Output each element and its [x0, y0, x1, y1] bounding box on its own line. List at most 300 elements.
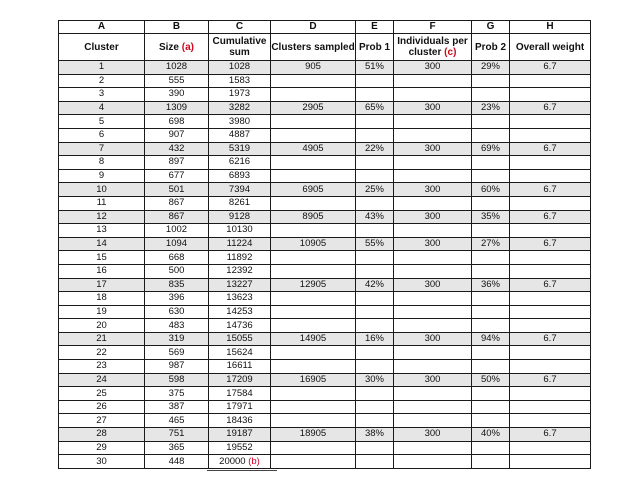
cell-cumulative-sum[interactable]	[209, 224, 271, 238]
cell-prob-2[interactable]	[472, 128, 510, 142]
cell-prob-1[interactable]	[356, 61, 394, 75]
column-letter[interactable]: F	[394, 21, 472, 34]
cell-cumulative-sum[interactable]	[209, 373, 271, 387]
cell-clusters-sampled[interactable]	[271, 332, 356, 346]
cell-overall-weight[interactable]	[510, 414, 591, 428]
cell-cumulative-sum[interactable]	[209, 346, 271, 360]
cell-clusters-sampled[interactable]	[271, 237, 356, 251]
cell-prob-2[interactable]	[472, 278, 510, 292]
cell-prob-1[interactable]	[356, 237, 394, 251]
cell-individuals[interactable]	[394, 101, 472, 115]
cell-prob-1[interactable]	[356, 319, 394, 333]
cell-prob-1[interactable]	[356, 428, 394, 442]
cell-value: 6.7	[543, 210, 557, 222]
cell-prob-1[interactable]	[356, 278, 394, 292]
cell-cumulative-sum[interactable]	[209, 74, 271, 88]
cell-clusters-sampled[interactable]	[271, 346, 356, 360]
cell-cluster[interactable]	[59, 74, 145, 88]
cell-cluster[interactable]	[59, 156, 145, 170]
cell-cluster[interactable]	[59, 142, 145, 156]
cell-overall-weight[interactable]	[510, 74, 591, 88]
cell-value: 16	[96, 265, 107, 277]
cell-value: 40%	[480, 428, 500, 440]
cell-cluster[interactable]	[59, 319, 145, 333]
cell-prob-1[interactable]	[356, 169, 394, 183]
cell-individuals[interactable]	[394, 237, 472, 251]
cell-prob-1[interactable]	[356, 400, 394, 414]
cell-prob-2[interactable]	[472, 237, 510, 251]
cell-value: 28	[96, 428, 107, 440]
cell-cluster[interactable]	[59, 292, 145, 306]
cell-clusters-sampled[interactable]	[271, 414, 356, 428]
cell-prob-2[interactable]	[472, 210, 510, 224]
cell-overall-weight[interactable]	[510, 196, 591, 210]
cell-prob-2[interactable]	[472, 115, 510, 129]
cell-cumulative-sum[interactable]	[209, 292, 271, 306]
cell-value: 29	[96, 441, 107, 453]
cell-clusters-sampled[interactable]	[271, 305, 356, 319]
cell-overall-weight[interactable]	[510, 210, 591, 224]
cell-cumulative-sum[interactable]	[209, 142, 271, 156]
cell-overall-weight[interactable]	[510, 115, 591, 129]
cell-value: 4887	[228, 129, 251, 141]
cell-prob-1[interactable]	[356, 88, 394, 102]
cell-cluster[interactable]	[59, 264, 145, 278]
cell-cluster[interactable]	[59, 115, 145, 129]
cell-individuals[interactable]	[394, 387, 472, 401]
column-letter[interactable]: E	[356, 21, 394, 34]
cell-value: 907	[168, 129, 185, 141]
cell-clusters-sampled[interactable]	[271, 156, 356, 170]
cell-prob-2[interactable]	[472, 292, 510, 306]
cell-cumulative-sum[interactable]	[209, 319, 271, 333]
cell-individuals[interactable]	[394, 400, 472, 414]
cell-individuals[interactable]	[394, 74, 472, 88]
cell-clusters-sampled[interactable]	[271, 251, 356, 265]
cell-overall-weight[interactable]	[510, 237, 591, 251]
cell-size[interactable]	[145, 441, 209, 455]
cell-value: 300	[424, 142, 441, 154]
cell-individuals[interactable]	[394, 332, 472, 346]
cell-size[interactable]	[145, 251, 209, 265]
cell-size[interactable]	[145, 373, 209, 387]
cell-size[interactable]	[145, 101, 209, 115]
cell-size[interactable]	[145, 142, 209, 156]
header-cumulative-sum	[209, 34, 271, 61]
cell-size[interactable]	[145, 387, 209, 401]
cell-clusters-sampled[interactable]	[271, 455, 356, 469]
cell-cluster[interactable]	[59, 101, 145, 115]
cell-cumulative-sum[interactable]	[209, 183, 271, 197]
cell-size[interactable]	[145, 128, 209, 142]
cell-size[interactable]	[145, 346, 209, 360]
cell-prob-2[interactable]	[472, 346, 510, 360]
cell-individuals[interactable]	[394, 360, 472, 374]
cell-value: 1583	[228, 74, 251, 86]
cell-cumulative-sum[interactable]	[209, 169, 271, 183]
cell-prob-1[interactable]	[356, 332, 394, 346]
cell-cumulative-sum[interactable]	[209, 264, 271, 278]
table-row	[59, 319, 591, 333]
cell-individuals[interactable]	[394, 128, 472, 142]
cell-prob-2[interactable]	[472, 183, 510, 197]
cell-value: 387	[168, 401, 185, 413]
cell-cumulative-sum[interactable]	[209, 251, 271, 265]
cell-clusters-sampled[interactable]	[271, 183, 356, 197]
cell-individuals[interactable]	[394, 142, 472, 156]
cell-prob-2[interactable]	[472, 319, 510, 333]
header-cluster	[59, 34, 145, 61]
cell-cluster[interactable]	[59, 196, 145, 210]
cell-prob-2[interactable]	[472, 455, 510, 469]
cell-overall-weight[interactable]	[510, 346, 591, 360]
column-letter[interactable]: H	[510, 21, 591, 34]
cell-cluster[interactable]	[59, 305, 145, 319]
cell-individuals[interactable]	[394, 196, 472, 210]
cell-prob-1[interactable]	[356, 196, 394, 210]
cell-cumulative-sum[interactable]	[209, 332, 271, 346]
cell-individuals[interactable]	[394, 251, 472, 265]
cell-individuals[interactable]	[394, 414, 472, 428]
cell-overall-weight[interactable]	[510, 305, 591, 319]
table-row	[59, 183, 591, 197]
cell-prob-2[interactable]	[472, 101, 510, 115]
cell-size[interactable]	[145, 74, 209, 88]
cell-individuals[interactable]	[394, 115, 472, 129]
column-letter-row	[59, 21, 591, 34]
cell-value: 6.7	[543, 61, 557, 73]
cell-clusters-sampled[interactable]	[271, 196, 356, 210]
cell-cumulative-sum[interactable]	[209, 414, 271, 428]
cell-prob-2[interactable]	[472, 400, 510, 414]
cell-cluster[interactable]	[59, 128, 145, 142]
header-label: Cluster	[84, 41, 119, 53]
cell-cumulative-sum[interactable]	[209, 428, 271, 442]
cell-value: 319	[168, 333, 185, 345]
cell-overall-weight[interactable]	[510, 224, 591, 238]
cell-prob-1[interactable]	[356, 387, 394, 401]
column-letter[interactable]: C	[209, 21, 271, 34]
cell-prob-2[interactable]	[472, 251, 510, 265]
cell-prob-1[interactable]	[356, 156, 394, 170]
header-prob-1	[356, 34, 394, 61]
cell-cumulative-sum[interactable]	[209, 128, 271, 142]
cell-size[interactable]	[145, 156, 209, 170]
cell-cumulative-sum[interactable]	[209, 455, 271, 469]
cell-cluster[interactable]	[59, 88, 145, 102]
cell-cumulative-sum[interactable]	[209, 360, 271, 374]
table-row	[59, 74, 591, 88]
cell-value: 18905	[299, 428, 327, 440]
cell-clusters-sampled[interactable]	[271, 169, 356, 183]
cell-individuals[interactable]	[394, 373, 472, 387]
cell-clusters-sampled[interactable]	[271, 224, 356, 238]
cell-individuals[interactable]	[394, 455, 472, 469]
cell-overall-weight[interactable]	[510, 101, 591, 115]
cell-value: 6905	[302, 183, 324, 195]
cell-size[interactable]	[145, 332, 209, 346]
cell-cluster[interactable]	[59, 455, 145, 469]
cell-prob-1[interactable]	[356, 346, 394, 360]
cell-cluster[interactable]	[59, 346, 145, 360]
cell-cumulative-sum[interactable]	[209, 278, 271, 292]
cell-overall-weight[interactable]	[510, 278, 591, 292]
cell-individuals[interactable]	[394, 88, 472, 102]
cell-overall-weight[interactable]	[510, 400, 591, 414]
cell-clusters-sampled[interactable]	[271, 319, 356, 333]
table-row	[59, 224, 591, 238]
cell-cluster[interactable]	[59, 251, 145, 265]
cell-cumulative-sum[interactable]	[209, 61, 271, 75]
cell-size[interactable]	[145, 414, 209, 428]
cell-cluster[interactable]	[59, 224, 145, 238]
cell-cluster[interactable]	[59, 169, 145, 183]
cell-overall-weight[interactable]	[510, 169, 591, 183]
cell-cumulative-sum[interactable]	[209, 237, 271, 251]
cell-individuals[interactable]	[394, 224, 472, 238]
cell-individuals[interactable]	[394, 210, 472, 224]
cell-value: 300	[424, 183, 441, 195]
cell-cluster[interactable]	[59, 237, 145, 251]
cell-individuals[interactable]	[394, 319, 472, 333]
cell-prob-1[interactable]	[356, 74, 394, 88]
cell-size[interactable]	[145, 88, 209, 102]
cell-size[interactable]	[145, 319, 209, 333]
cell-overall-weight[interactable]	[510, 373, 591, 387]
cell-prob-1[interactable]	[356, 292, 394, 306]
cell-cluster[interactable]	[59, 414, 145, 428]
cell-size[interactable]	[145, 183, 209, 197]
cell-overall-weight[interactable]	[510, 142, 591, 156]
cell-value: 15	[96, 251, 107, 263]
cell-prob-2[interactable]	[472, 360, 510, 374]
cell-overall-weight[interactable]	[510, 441, 591, 455]
column-letter[interactable]: B	[145, 21, 209, 34]
cell-individuals[interactable]	[394, 278, 472, 292]
cell-clusters-sampled[interactable]	[271, 292, 356, 306]
cell-overall-weight[interactable]	[510, 455, 591, 469]
cell-value: 13227	[226, 278, 253, 290]
cell-prob-1[interactable]	[356, 414, 394, 428]
cell-cumulative-sum[interactable]	[209, 305, 271, 319]
cell-individuals[interactable]	[394, 264, 472, 278]
cell-overall-weight[interactable]	[510, 264, 591, 278]
cell-prob-2[interactable]	[472, 264, 510, 278]
cell-clusters-sampled[interactable]	[271, 210, 356, 224]
cell-size[interactable]	[145, 278, 209, 292]
cell-size[interactable]	[145, 210, 209, 224]
cell-value: 17	[96, 278, 107, 290]
cell-size[interactable]	[145, 196, 209, 210]
cell-prob-1[interactable]	[356, 128, 394, 142]
cell-prob-1[interactable]	[356, 455, 394, 469]
cell-size[interactable]	[145, 305, 209, 319]
cell-clusters-sampled[interactable]	[271, 88, 356, 102]
cell-cluster[interactable]	[59, 441, 145, 455]
table-row	[59, 156, 591, 170]
cell-size[interactable]	[145, 455, 209, 469]
cell-clusters-sampled[interactable]	[271, 360, 356, 374]
cell-prob-2[interactable]	[472, 61, 510, 75]
cell-individuals[interactable]	[394, 305, 472, 319]
cell-size[interactable]	[145, 169, 209, 183]
cell-individuals[interactable]	[394, 156, 472, 170]
cell-value: 300	[424, 210, 441, 222]
cell-overall-weight[interactable]	[510, 61, 591, 75]
cell-overall-weight[interactable]	[510, 319, 591, 333]
cell-prob-1[interactable]	[356, 360, 394, 374]
cell-cumulative-sum[interactable]	[209, 387, 271, 401]
cell-cumulative-sum[interactable]	[209, 115, 271, 129]
cell-cumulative-sum[interactable]	[209, 441, 271, 455]
cell-individuals[interactable]	[394, 183, 472, 197]
cell-cluster[interactable]	[59, 400, 145, 414]
cell-size[interactable]	[145, 428, 209, 442]
cell-prob-2[interactable]	[472, 387, 510, 401]
column-letter[interactable]: G	[472, 21, 510, 34]
cell-prob-2[interactable]	[472, 441, 510, 455]
cell-clusters-sampled[interactable]	[271, 278, 356, 292]
column-letter[interactable]: D	[271, 21, 356, 34]
cell-clusters-sampled[interactable]	[271, 441, 356, 455]
cell-overall-weight[interactable]	[510, 156, 591, 170]
cell-clusters-sampled[interactable]	[271, 387, 356, 401]
cell-cumulative-sum[interactable]	[209, 156, 271, 170]
table-row	[59, 360, 591, 374]
cell-overall-weight[interactable]	[510, 428, 591, 442]
cell-cumulative-sum[interactable]	[209, 88, 271, 102]
cell-prob-2[interactable]	[472, 169, 510, 183]
cell-prob-2[interactable]	[472, 224, 510, 238]
cell-clusters-sampled[interactable]	[271, 74, 356, 88]
cell-value: 300	[424, 238, 441, 250]
cell-size[interactable]	[145, 61, 209, 75]
cell-value: 3980	[228, 115, 251, 127]
cell-cumulative-sum[interactable]	[209, 210, 271, 224]
header-clusters-sampled	[271, 34, 356, 61]
cell-cluster[interactable]	[59, 278, 145, 292]
cell-cumulative-sum[interactable]	[209, 196, 271, 210]
cell-clusters-sampled[interactable]	[271, 264, 356, 278]
cell-size[interactable]	[145, 360, 209, 374]
cell-size[interactable]	[145, 400, 209, 414]
cell-clusters-sampled[interactable]	[271, 400, 356, 414]
cell-cluster[interactable]	[59, 360, 145, 374]
cell-size[interactable]	[145, 115, 209, 129]
cell-value: 6.7	[543, 142, 557, 154]
cell-prob-1[interactable]	[356, 224, 394, 238]
cell-prob-1[interactable]	[356, 305, 394, 319]
cell-size[interactable]	[145, 292, 209, 306]
cell-overall-weight[interactable]	[510, 128, 591, 142]
cell-prob-2[interactable]	[472, 373, 510, 387]
cell-cluster[interactable]	[59, 210, 145, 224]
cell-prob-1[interactable]	[356, 373, 394, 387]
cell-value: 6.7	[543, 373, 557, 385]
annotation-mark: (a)	[181, 41, 195, 53]
cell-prob-1[interactable]	[356, 210, 394, 224]
cell-clusters-sampled[interactable]	[271, 101, 356, 115]
spreadsheet-table	[58, 20, 591, 469]
cell-value: 51%	[364, 61, 384, 73]
cell-size[interactable]	[145, 264, 209, 278]
cell-individuals[interactable]	[394, 61, 472, 75]
cell-prob-2[interactable]	[472, 305, 510, 319]
footer-rule	[207, 470, 277, 471]
cell-individuals[interactable]	[394, 169, 472, 183]
cell-prob-1[interactable]	[356, 441, 394, 455]
cell-value: 8	[98, 156, 105, 168]
cell-individuals[interactable]	[394, 292, 472, 306]
cell-value: 396	[168, 292, 185, 304]
cell-overall-weight[interactable]	[510, 292, 591, 306]
cell-cluster[interactable]	[59, 183, 145, 197]
cell-prob-2[interactable]	[472, 414, 510, 428]
cell-individuals[interactable]	[394, 428, 472, 442]
cell-value: 19	[96, 305, 107, 317]
cell-value: 13	[96, 224, 107, 236]
cell-value: 22	[96, 346, 107, 358]
cell-overall-weight[interactable]	[510, 88, 591, 102]
cell-prob-2[interactable]	[472, 88, 510, 102]
cell-individuals[interactable]	[394, 441, 472, 455]
cell-prob-2[interactable]	[472, 142, 510, 156]
cell-cluster[interactable]	[59, 387, 145, 401]
cell-value: 905	[305, 61, 321, 73]
cell-value: 15055	[226, 333, 253, 345]
cell-clusters-sampled[interactable]	[271, 115, 356, 129]
cell-size[interactable]	[145, 224, 209, 238]
cell-cumulative-sum[interactable]	[209, 400, 271, 414]
cell-value: 23%	[480, 102, 500, 114]
cell-prob-2[interactable]	[472, 196, 510, 210]
column-letter[interactable]: A	[59, 21, 145, 34]
cell-prob-2[interactable]	[472, 74, 510, 88]
cell-prob-1[interactable]	[356, 264, 394, 278]
cell-value: 18436	[226, 414, 253, 426]
cell-clusters-sampled[interactable]	[271, 373, 356, 387]
cell-cluster[interactable]	[59, 373, 145, 387]
cell-value: 598	[168, 373, 185, 385]
cell-prob-2[interactable]	[472, 428, 510, 442]
cell-clusters-sampled[interactable]	[271, 142, 356, 156]
cell-prob-1[interactable]	[356, 251, 394, 265]
cell-prob-1[interactable]	[356, 183, 394, 197]
cell-prob-2[interactable]	[472, 332, 510, 346]
cell-clusters-sampled[interactable]	[271, 428, 356, 442]
cell-prob-2[interactable]	[472, 156, 510, 170]
cell-overall-weight[interactable]	[510, 360, 591, 374]
cell-overall-weight[interactable]	[510, 332, 591, 346]
cell-individuals[interactable]	[394, 346, 472, 360]
cell-cumulative-sum[interactable]	[209, 101, 271, 115]
cell-overall-weight[interactable]	[510, 387, 591, 401]
cell-overall-weight[interactable]	[510, 251, 591, 265]
cell-prob-1[interactable]	[356, 142, 394, 156]
cell-value: 555	[168, 74, 185, 86]
cell-cluster[interactable]	[59, 61, 145, 75]
cell-cluster[interactable]	[59, 428, 145, 442]
cell-value: 26	[96, 401, 107, 413]
cell-clusters-sampled[interactable]	[271, 128, 356, 142]
cell-size[interactable]	[145, 237, 209, 251]
cell-overall-weight[interactable]	[510, 183, 591, 197]
cell-prob-1[interactable]	[356, 101, 394, 115]
cell-cluster[interactable]	[59, 332, 145, 346]
annotation-mark: (b)	[248, 455, 260, 467]
cell-prob-1[interactable]	[356, 115, 394, 129]
cell-clusters-sampled[interactable]	[271, 61, 356, 75]
